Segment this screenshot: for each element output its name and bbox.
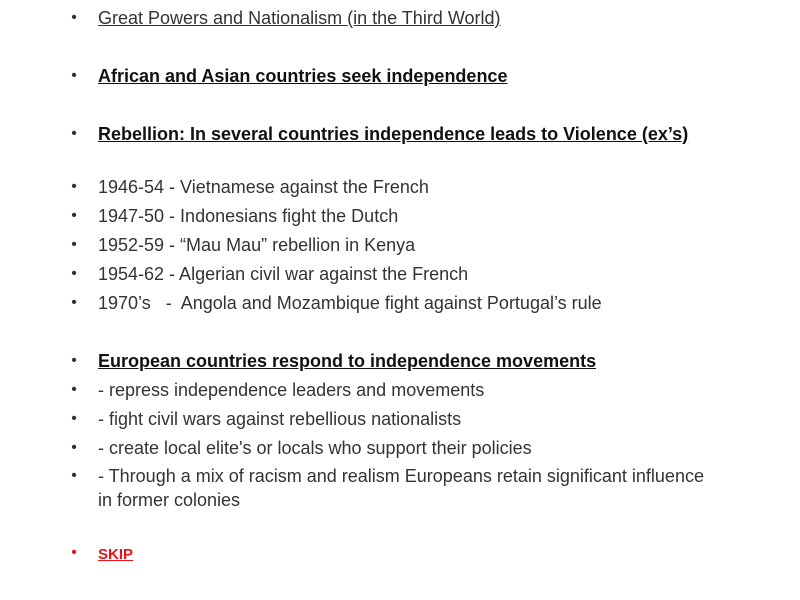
bullet-heading: European countries respond to independence movements [98, 351, 597, 371]
skip-link[interactable]: SKIP [98, 546, 134, 563]
bullet-dot-icon: • [71, 67, 77, 84]
bullet-item-skip [71, 541, 708, 567]
bullet-dot-icon: • [71, 381, 77, 398]
bullet-dot-icon: • [71, 439, 77, 456]
bullet-item-rebellion [71, 122, 708, 146]
bullet-dot-icon: • [71, 467, 77, 484]
bullet-text: Great Powers and Nationalism (in the Third World) [98, 8, 501, 28]
bullet-dot-icon: • [71, 265, 77, 282]
bullet-heading: African and Asian countries seek independence [98, 66, 508, 86]
bullet-text: 1947-50 - Indonesians fight the Dutch [98, 206, 399, 226]
bullet-text: 1970’s - Angola and Mozambique fight against Portugal’s rule [98, 293, 602, 313]
bullet-item-seek-independence [71, 64, 708, 88]
bullet-dot-icon: • [71, 544, 77, 561]
bullet-dot-icon: • [71, 410, 77, 427]
bullet-item-indonesia [71, 204, 708, 228]
bullet-item-algeria [71, 262, 708, 286]
bullet-text: - fight civil wars against rebellious nationalists [98, 409, 462, 429]
bullet-dot-icon: • [71, 207, 77, 224]
bullet-item-kenya [71, 233, 708, 257]
bullet-item-great-powers [71, 6, 708, 30]
bullet-dot-icon: • [71, 125, 77, 142]
bullet-item-vietnam [71, 175, 708, 199]
bullet-text: 1946-54 - Vietnamese against the French [98, 177, 429, 197]
bullet-text: - Through a mix of racism and realism Europeans retain significant influence in former colonies [98, 466, 704, 510]
bullet-item-retain-influence [71, 464, 708, 512]
bullet-text: - repress independence leaders and movements [98, 380, 485, 400]
bullet-item-angola-mozambique [71, 291, 708, 315]
bullet-dot-icon: • [71, 352, 77, 369]
bullet-item-repress [71, 378, 708, 402]
bullet-heading: Rebellion: In several countries independence leads to Violence (ex’s) [98, 124, 689, 144]
bullet-dot-icon: • [71, 178, 77, 195]
bullet-dot-icon: • [71, 294, 77, 311]
bullet-dot-icon: • [71, 236, 77, 253]
bullet-item-civil-wars [71, 407, 708, 431]
bullet-dot-icon: • [71, 9, 77, 26]
bullet-item-european-response [71, 349, 708, 373]
bullet-text: - create local elite's or locals who support their policies [98, 438, 532, 458]
bullet-text: 1952-59 - “Mau Mau” rebellion in Kenya [98, 235, 416, 255]
bullet-text: 1954-62 - Algerian civil war against the French [98, 264, 469, 284]
bullet-item-local-elites [71, 436, 708, 460]
